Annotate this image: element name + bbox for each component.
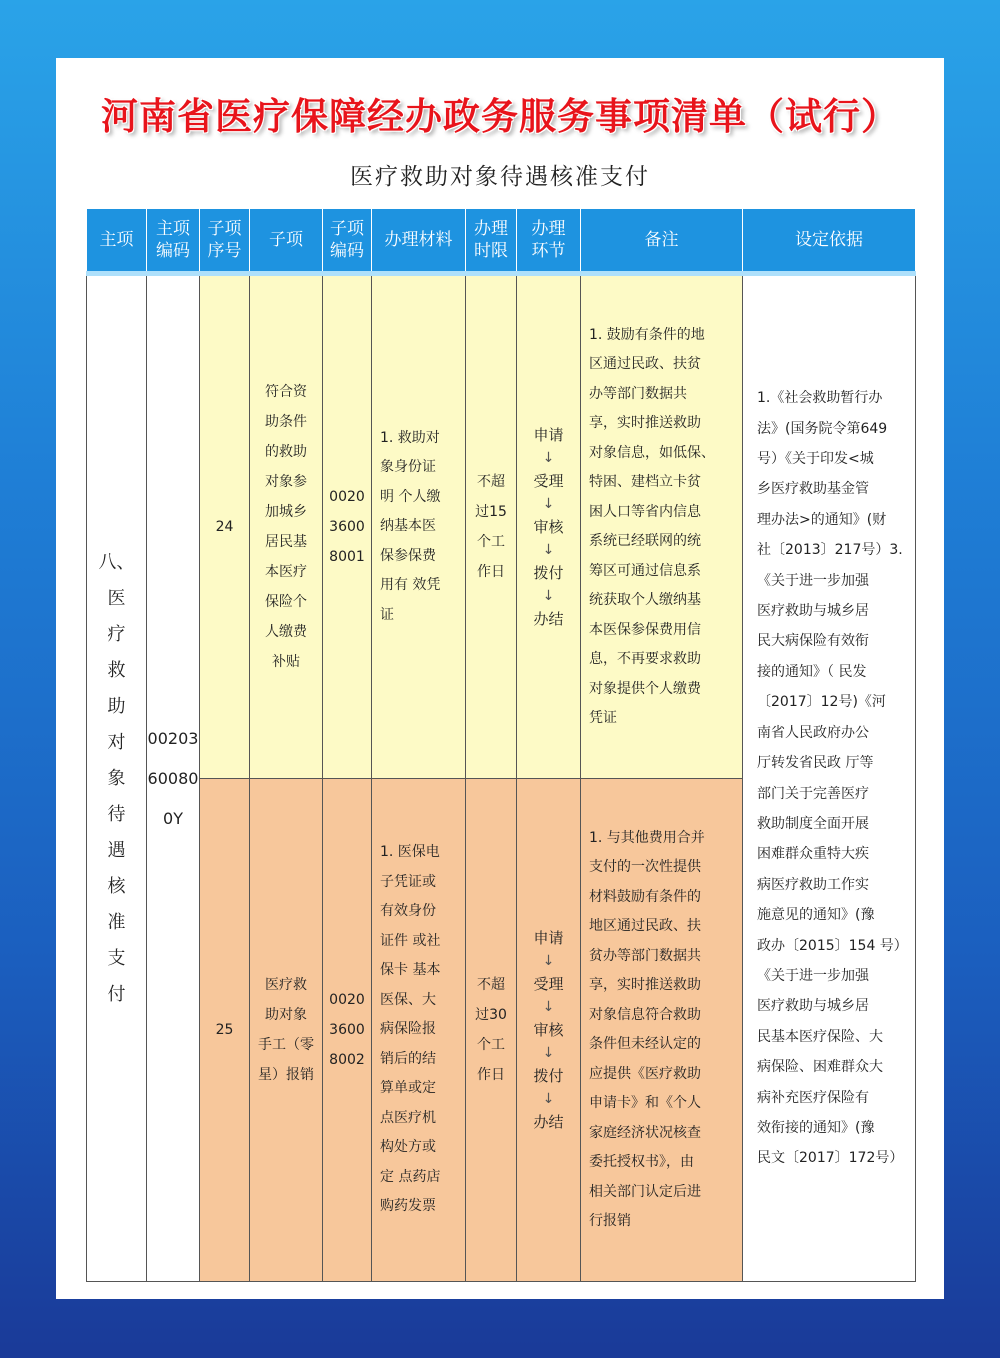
header-materials: 办理材料 [372,209,466,274]
sub-item-cell: 医疗救 助对象 手工（零 星）报销 [250,779,323,1282]
header-basis: 设定依据 [743,209,916,274]
sub-code-cell: 0020 3600 8001 [323,274,372,779]
arrow-down-icon: ↓ [542,542,555,558]
sub-item-cell: 符合资 助条件 的救助 对象参 加城乡 居民基 本医疗 保险个 人缴费 补贴 [250,274,323,779]
poster-sheet [56,58,944,1299]
arrow-down-icon: ↓ [542,588,555,604]
header-main-item: 主项 [87,209,147,274]
header-sub-code: 子项 编码 [323,209,372,274]
process-steps: 申请 ↓ 受理 ↓ 审核 ↓ 拨付 ↓ 办结 [533,929,564,1131]
sub-seq-cell: 25 [200,779,250,1282]
arrow-down-icon: ↓ [542,1091,555,1107]
process-steps: 申请 ↓ 受理 ↓ 审核 ↓ 拨付 ↓ 办结 [533,426,564,628]
header-notes: 备注 [581,209,743,274]
process-cell [517,274,581,779]
notes-cell: 1. 与其他费用合并 支付的一次性提供 材料鼓励有条件的 地区通过民政、扶 贫办等部门数据共 享，实时推送救助 对象信息符合救助 条件但未经认定的 应提供《医疗救助 申请卡》和《个人 家庭经济状况核查 委托授权书》，由 相关部门认定后进 行报销 [581,779,743,1282]
basis-cell: 1.《社会救助暂行办 法》(国务院令第649 号）《关于印发<城 乡医疗救助基金管 理办法>的通知》(财 社〔2013〕217号）3. 《关于进一步加强 医疗救助与城乡居 民大病保险有效衔 接的通知》（ 民发 〔2017〕12号)《河 南省人民政府办公 厅转发省民政 厅等 部门关于完善医疗 救助制度全面开展 困难群众重特大疾 病医疗救助工作实 施意见的通知》(豫 政办〔2015〕154 号） 《关于进一步加强 医疗救助与城乡居 民基本医疗保险、大 病保险、困难群众大 病补充医疗保险有 效衔接的通知》(豫 民文〔2017〕172号） [743,274,916,1282]
header-main-code: 主项 编码 [147,209,200,274]
header-sub-seq: 子项 序号 [200,209,250,274]
header-sub-item: 子项 [250,209,323,274]
sub-code-cell: 0020 3600 8002 [323,779,372,1282]
main-code-text: 00203 60080 0Y [147,728,199,828]
header-time-limit: 办理 时限 [466,209,517,274]
main-item-text: 八、 医 疗 救 助 对 象 待 遇 核 准 支 付 [98,551,135,1005]
notes-cell: 1. 鼓励有条件的地 区通过民政、扶贫 办等部门数据共 享，实时推送救助 对象信息，如低保、 特困、建档立卡贫 困人口等省内信息 系统已经联网的统 筹区可通过信息系 统获取个人缴纳基 本医保参保费用信 息，不再要求救助 对象提供个人缴费 凭证 [581,274,743,779]
time-limit-cell: 不超 过15 个工 作日 [466,274,517,779]
process-cell [517,779,581,1282]
materials-cell: 1. 救助对 象身份证 明 个人缴 纳基本医 保参保费 用有 效凭 证 [372,274,466,779]
main-code-cell [147,274,200,1282]
arrow-down-icon: ↓ [542,953,555,969]
page-title: 河南省医疗保障经办政务服务事项清单（试行） [101,94,899,138]
header-process: 办理 环节 [517,209,581,274]
time-limit-cell: 不超 过30 个工 作日 [466,779,517,1282]
service-table [86,208,916,1282]
table-row [87,274,916,779]
arrow-down-icon: ↓ [542,496,555,512]
arrow-down-icon: ↓ [542,999,555,1015]
page-subtitle: 医疗救助对象待遇核准支付 [350,164,650,190]
materials-cell: 1. 医保电 子凭证或 有效身份 证件 或社 保卡 基本 医保、大 病保险报 销后的结 算单或定 点医疗机 构处方或 定 点药店 购药发票 [372,779,466,1282]
sub-seq-cell: 24 [200,274,250,779]
arrow-down-icon: ↓ [542,450,555,466]
main-item-cell [87,274,147,1282]
arrow-down-icon: ↓ [542,1045,555,1061]
header-row [87,209,916,274]
